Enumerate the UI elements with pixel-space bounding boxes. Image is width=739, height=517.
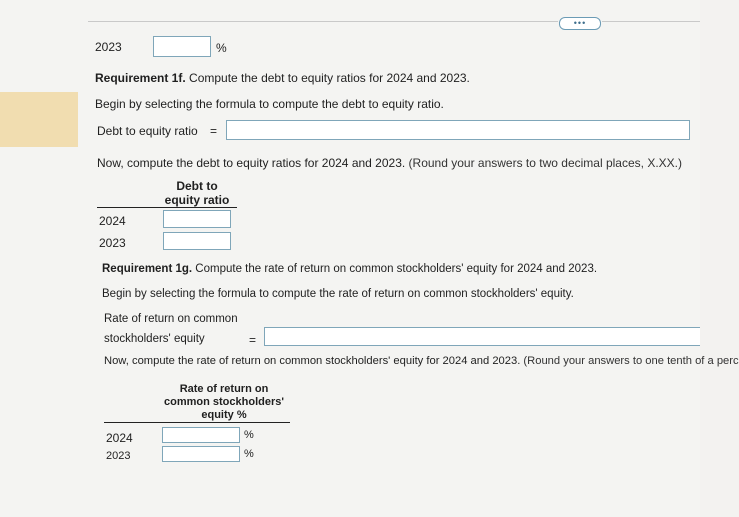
requirement-1g-label: Requirement 1g.: [102, 263, 193, 275]
equals-sign: =: [210, 124, 218, 138]
year-label-2023-top: 2023: [95, 40, 122, 54]
roe-row-year-2023: 2023: [106, 450, 131, 462]
percent-sign: %: [216, 41, 227, 55]
requirement-1f-title: [95, 71, 470, 85]
table-header-rule: [97, 207, 237, 208]
debt-equity-column-header: [158, 179, 236, 207]
roe-column-header: [158, 383, 290, 422]
debt-equity-2023-input[interactable]: [163, 232, 231, 250]
roe-2024-input[interactable]: [162, 427, 240, 443]
debt-equity-header-line2: equity ratio: [164, 193, 230, 207]
roe-formula-label-line2: stockholders' equity: [104, 333, 205, 345]
roe-table-header-rule: [104, 422, 290, 423]
roe-header-line1: Rate of return on: [179, 383, 269, 395]
roe-compute-text: [104, 355, 739, 367]
equals-sign-roe: =: [249, 333, 257, 347]
debt-equity-begin-text: Begin by selecting the formula to compute the debt to equity ratio.: [95, 97, 444, 111]
left-accent-strip: [0, 92, 78, 147]
row-year-2023: 2023: [99, 236, 126, 250]
divider-line: [88, 21, 558, 22]
debt-equity-compute-text: [97, 156, 682, 170]
roe-2023-input[interactable]: [162, 446, 240, 462]
debt-equity-round-note: (Round your answers to two decimal places, X.XX.): [408, 156, 682, 170]
debt-equity-formula-select[interactable]: [226, 120, 690, 140]
requirement-1f-label: Requirement 1f.: [95, 71, 186, 85]
requirement-1g-title: [102, 263, 597, 275]
debt-equity-formula-label: Debt to equity ratio: [97, 124, 198, 138]
bottom-crop-mask: [0, 462, 700, 517]
roe-formula-select[interactable]: [264, 327, 700, 346]
roe-formula-label-line1: Rate of return on common: [104, 313, 238, 325]
row-year-2024: 2024: [99, 214, 126, 228]
debt-equity-2024-input[interactable]: [163, 210, 231, 228]
requirement-1f-text: Compute the debt to equity ratios for 2024 and 2023.: [185, 71, 470, 85]
roe-2024-percent: %: [244, 429, 254, 441]
roe-2023-percent: %: [244, 448, 254, 460]
roe-header-line2: common stockholders': [164, 396, 284, 408]
divider-line-right: [602, 21, 700, 22]
debt-equity-compute-main: Now, compute the debt to equity ratios for 2024 and 2023.: [97, 156, 409, 170]
debt-equity-header-line1: Debt to: [176, 179, 218, 193]
roe-row-year-2024: 2024: [106, 431, 133, 445]
roe-2023-prev-input[interactable]: [153, 36, 211, 57]
roe-begin-text: Begin by selecting the formula to compute the rate of return on common stockholders' equity.: [102, 288, 574, 300]
more-options-button[interactable]: •••: [559, 17, 601, 30]
roe-header-line3: equity %: [201, 409, 247, 421]
roe-compute-main: Now, compute the rate of return on common stockholders' equity for 2024 and 2023.: [104, 355, 524, 367]
roe-round-note: (Round your answers to one tenth of a perc: [523, 355, 739, 367]
requirement-1g-text: Compute the rate of return on common stockholders' equity for 2024 and 2023.: [192, 263, 598, 275]
